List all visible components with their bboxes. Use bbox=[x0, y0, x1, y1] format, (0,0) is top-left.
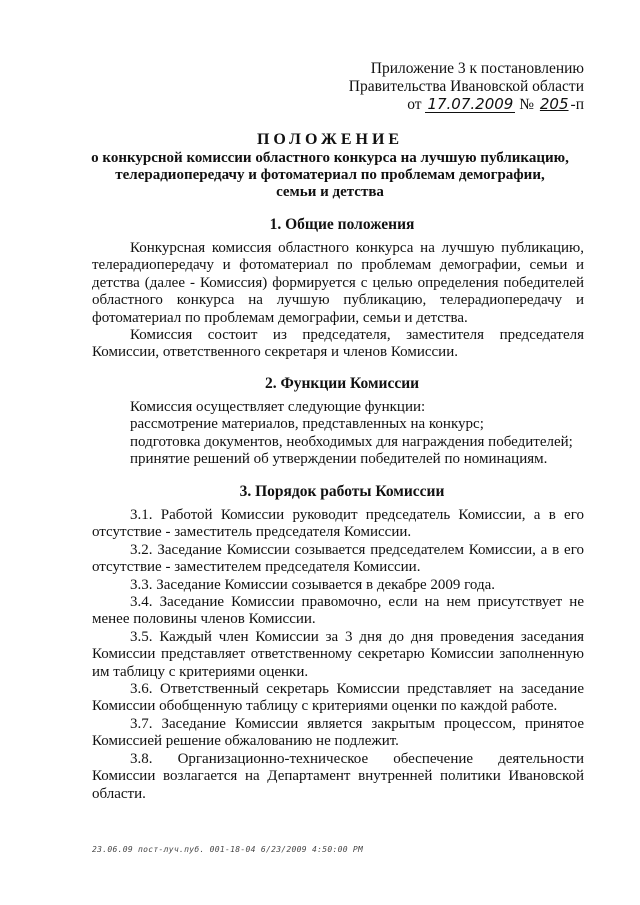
file-footer: 23.06.09 пост-луч.пуб. 001-18-04 6/23/2009 4:50:00 PM bbox=[92, 845, 364, 854]
section-3-item: 3.6. Ответственный секретарь Комиссии представляет на заседание Комиссии обобщенную таблицу с критериями оценки по каждой работе. bbox=[92, 681, 584, 715]
appendix-date-line bbox=[264, 96, 584, 114]
section-3-heading: 3. Порядок работы Комиссии bbox=[239, 483, 445, 500]
title-sub-1: о конкурсной комиссии областного конкурса на лучшую публикацию, bbox=[91, 150, 569, 166]
title-sub-2: телерадиопередачу и фотоматериал по проблемам демографии, bbox=[115, 167, 545, 183]
section-3-item: 3.4. Заседание Комиссии правомочно, если на нем присутствует не менее половины членов Комиссии. bbox=[92, 594, 584, 628]
title-sub-3: семьи и детства bbox=[276, 184, 384, 200]
section-2-line-3: подготовка документов, необходимых для награждения победителей; bbox=[130, 434, 573, 450]
section-3-item: 3.5. Каждый член Комиссии за 3 дня до дня проведения заседания Комиссии представляет ответственному секретарю Комиссии заполненную им таблицу с критериями оценки. bbox=[92, 629, 584, 680]
section-3-item: 3.3. Заседание Комиссии созывается в декабре 2009 года. bbox=[130, 577, 496, 593]
number-suffix: -п bbox=[570, 96, 584, 113]
section-3-item: 3.2. Заседание Комиссии созывается председателем Комиссии, а в его отсутствие - заместителем председателя Комиссии. bbox=[92, 542, 584, 576]
section-2-line-4: принятие решений об утверждении победителей по номинациям. bbox=[130, 451, 548, 467]
section-2-heading: 2. Функции Комиссии bbox=[264, 375, 420, 392]
title-main: ПОЛОЖЕНИЕ bbox=[256, 131, 404, 148]
section-1-heading: 1. Общие положения bbox=[269, 216, 415, 233]
appendix-header bbox=[264, 60, 584, 114]
date-prefix: от bbox=[407, 96, 422, 113]
section-2-line-1: Комиссия осуществляет следующие функции: bbox=[130, 399, 426, 415]
handwritten-number: 205 bbox=[539, 95, 569, 113]
handwritten-date: 17.07.2009 bbox=[427, 95, 514, 113]
section-1-paragraph-2: Комиссия состоит из председателя, заместителя председателя Комиссии, ответственного секретаря и членов Комиссии. bbox=[92, 327, 584, 361]
number-prefix: № bbox=[519, 96, 535, 113]
document-title bbox=[70, 130, 590, 201]
appendix-line-1: Приложение 3 к постановлению bbox=[370, 60, 584, 77]
section-3-item: 3.7. Заседание Комиссии является закрытым процессом, принятое Комиссией решение обжалованию не подлежит. bbox=[92, 716, 584, 750]
section-2-line-2: рассмотрение материалов, представленных на конкурс; bbox=[130, 416, 484, 432]
section-3-item: 3.1. Работой Комиссии руководит председатель Комиссии, а в его отсутствие - заместитель председателя Комиссии. bbox=[92, 507, 584, 541]
section-3-item: 3.8. Организационно-техническое обеспечение деятельности Комиссии возлагается на Департамент внутренней политики Ивановской области. bbox=[92, 751, 584, 802]
section-1-paragraph-1: Конкурсная комиссия областного конкурса на лучшую публикацию, телерадиопередачу и фотоматериал по проблемам демографии, семьи и детства (далее - Комиссия) формируется с целью определения победителей областного конкурса на лучшую публикацию, телерадиопередачу и фотоматериал по проблемам демографии, семьи и детства. bbox=[92, 240, 584, 326]
appendix-line-2: Правительства Ивановской области bbox=[348, 78, 584, 95]
